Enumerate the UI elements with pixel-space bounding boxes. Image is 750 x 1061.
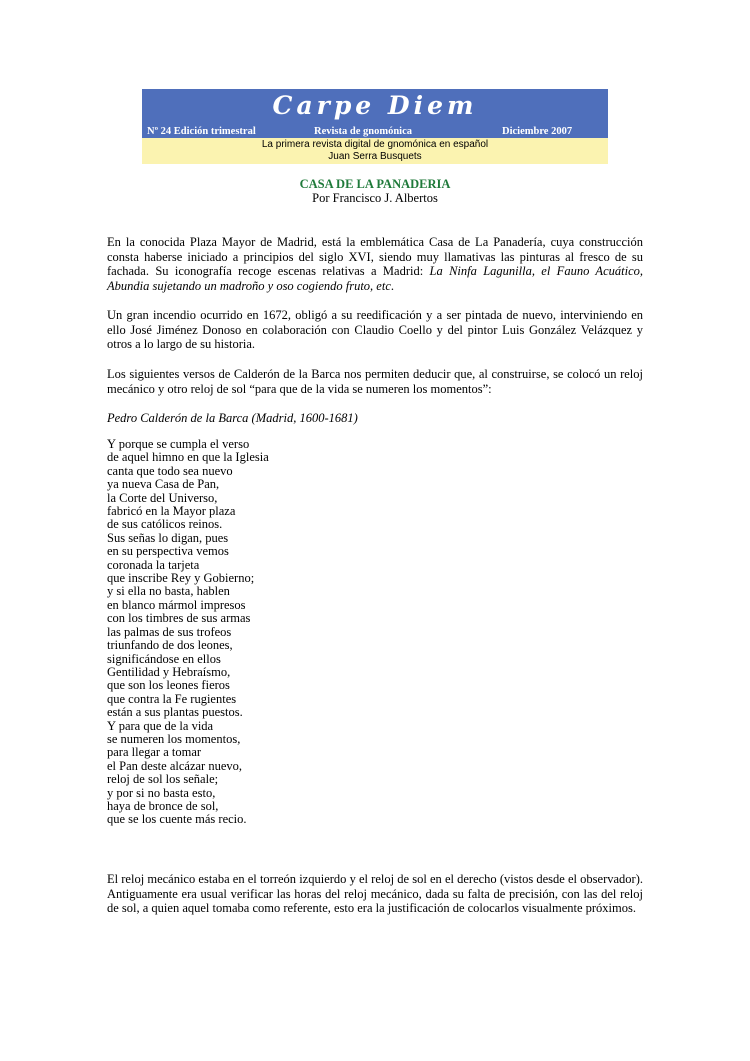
- poem-line: coronada la tarjeta: [107, 557, 200, 572]
- issue-date: Diciembre 2007: [502, 126, 573, 137]
- paragraph-verses-intro: Los siguientes versos de Calderón de la Barca nos permiten deducir que, al construirse, se colocó un reloj mecánico y otro reloj de sol “para que de la vida se numeren los momentos”:: [107, 367, 643, 396]
- masthead-tagline-box: [142, 138, 608, 164]
- poem: [107, 438, 507, 827]
- poem-citation: Pedro Calderón de la Barca (Madrid, 1600-1681): [107, 411, 358, 425]
- poem-line: fabricó en la Mayor plaza: [107, 504, 236, 519]
- poem-line: canta que todo sea nuevo: [107, 463, 233, 478]
- masthead-banner: [142, 89, 608, 138]
- issue-info-bar: [147, 125, 608, 138]
- iconography-list: La Ninfa Lagunilla, el Fauno Acuático, Abundia sujetando un madroño y oso cogiendo fruto, etc: [107, 264, 643, 293]
- poem-line: de aquel himno en que la Iglesia: [107, 450, 269, 465]
- poem-line: en su perspectiva vemos: [107, 544, 229, 559]
- poem-line: y por si no basta esto,: [107, 785, 216, 800]
- poem-line: significándose en ellos: [107, 651, 221, 666]
- poem-line: que contra la Fe rugientes: [107, 691, 237, 706]
- poem-line: ya nueva Casa de Pan,: [107, 477, 220, 492]
- paragraph-intro-end: .: [390, 278, 395, 293]
- poem-line: con los timbres de sus armas: [107, 611, 251, 626]
- poem-line: y si ella no basta, hablen: [107, 584, 230, 599]
- poem-line: el Pan deste alcázar nuevo,: [107, 758, 243, 773]
- magazine-title: Carpe Diem: [272, 91, 478, 120]
- poem-line: para llegar a tomar: [107, 745, 202, 760]
- paragraph-intro-text: En la conocida Plaza Mayor de Madrid, está la emblemática Casa de La Panadería, cuya construcción consta haberse iniciado a principios del siglo XVI, siendo muy llamativas las pinturas al fresco de su fachada. Su iconografía recoge escenas relativas a Madrid:: [107, 235, 643, 279]
- paragraph-clocks: El reloj mecánico estaba en el torreón izquierdo y el reloj de sol en el derecho (vistos desde el observador). Antiguamente era usual verificar las horas del reloj mecánico, dada su falta de precisión, con las del reloj de sol, a quien aquel tomaba como referente, esto era la justificación de colocarlos visualmente próximos.: [107, 872, 643, 916]
- paragraph-fire: Un gran incendio ocurrido en 1672, obligó a su reedificación y a ser pintada de nuevo, interviniendo en ello José Jiménez Donoso en colaboración con Claudio Coello y del pintor Luis González Velázquez y otros a lo largo de su historia.: [107, 308, 643, 352]
- issue-number: Nº 24 Edición trimestral: [147, 126, 256, 137]
- editor-name: Juan Serra Busquets: [328, 151, 422, 162]
- poem-line: Y porque se cumpla el verso: [107, 437, 250, 451]
- poem-line: que inscribe Rey y Gobierno;: [107, 571, 255, 586]
- poem-line: las palmas de sus trofeos: [107, 624, 232, 639]
- poem-line: se numeren los momentos,: [107, 731, 241, 746]
- poem-line: Gentilidad y Hebraísmo,: [107, 664, 231, 679]
- poem-line: Y para que de la vida: [107, 718, 214, 733]
- poem-line: haya de bronce de sol,: [107, 798, 219, 813]
- poem-line: triunfando de dos leones,: [107, 638, 233, 653]
- poem-line: que se los cuente más recio.: [107, 812, 247, 827]
- paragraph-intro: [107, 235, 643, 293]
- poem-line: reloj de sol los señale;: [107, 772, 219, 787]
- poem-line: Sus señas lo digan, pues: [107, 530, 229, 545]
- article-title: CASA DE LA PANADERIA: [299, 177, 451, 191]
- masthead: [142, 89, 608, 164]
- poem-line: de sus católicos reinos.: [107, 517, 223, 532]
- article-author: Por Francisco J. Albertos: [312, 191, 438, 205]
- poem-line: están a sus plantas puestos.: [107, 705, 243, 720]
- poem-line: en blanco mármol impresos: [107, 597, 246, 612]
- tagline: La primera revista digital de gnomónica en español: [261, 139, 489, 150]
- poem-line: que son los leones fieros: [107, 678, 230, 693]
- poem-line: la Corte del Universo,: [107, 490, 218, 505]
- magazine-subtitle: Revista de gnomónica: [314, 126, 412, 137]
